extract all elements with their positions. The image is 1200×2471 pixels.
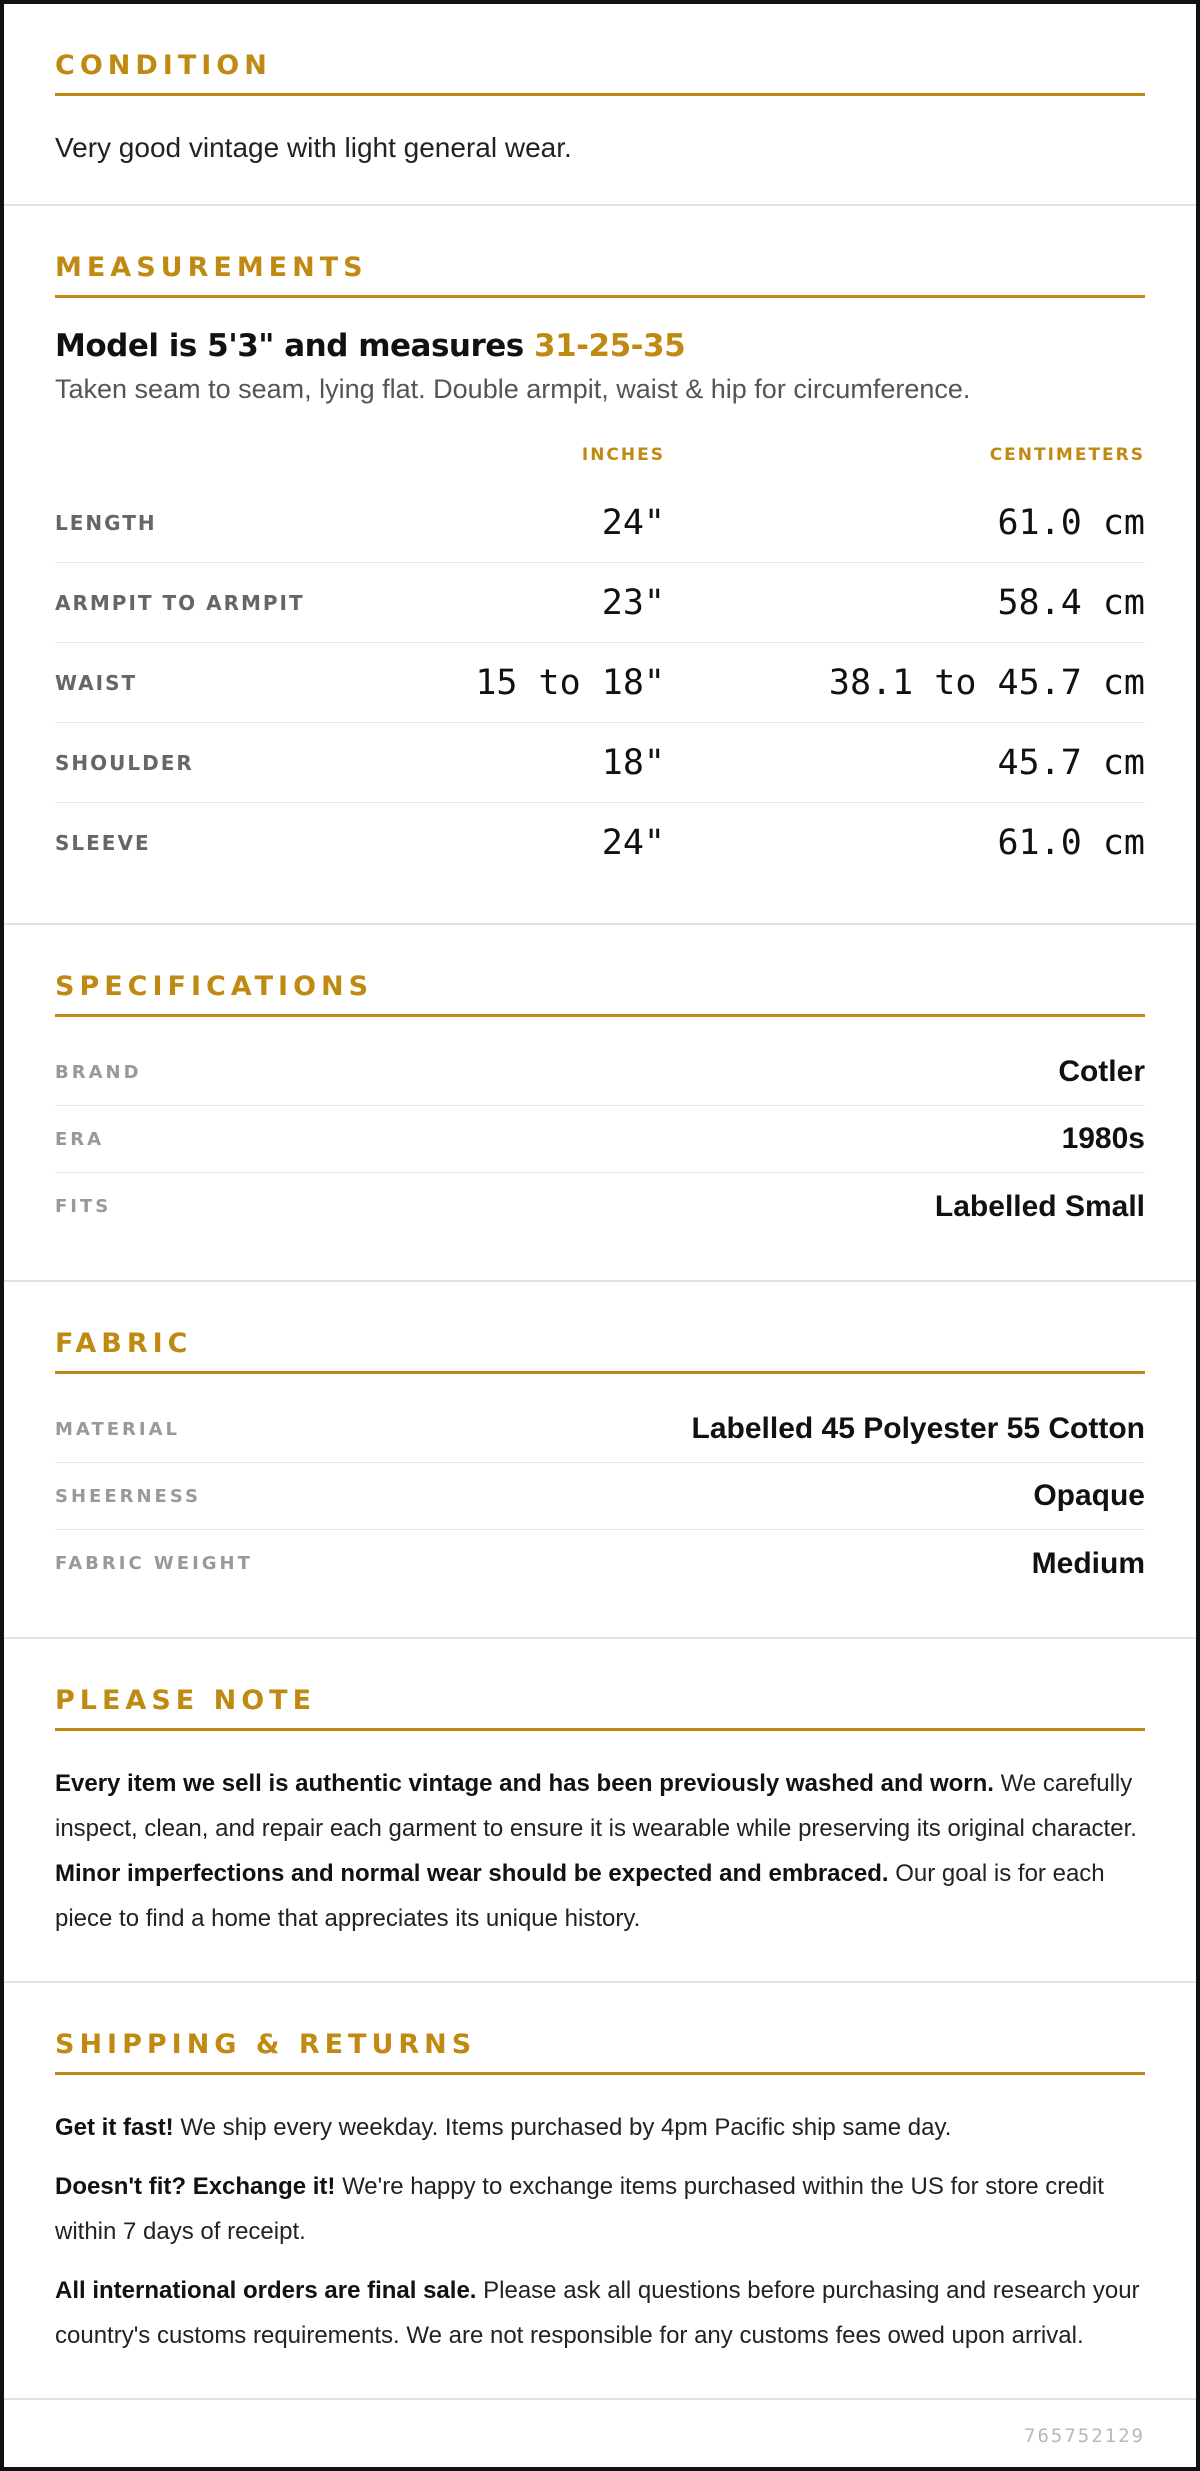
fabric-row bbox=[55, 1463, 1145, 1530]
please-note-title: PLEASE NOTE bbox=[55, 1685, 1145, 1731]
spec-row bbox=[55, 1106, 1145, 1173]
condition-section bbox=[4, 4, 1196, 206]
measurement-row bbox=[55, 643, 1145, 723]
fabric-label: SHEERNESS bbox=[55, 1485, 201, 1507]
fabric-section bbox=[4, 1282, 1196, 1639]
fabric-row bbox=[55, 1396, 1145, 1463]
fabric-value: Medium bbox=[1031, 1546, 1145, 1580]
exchange-text: We're happy to exchange items purchased within the US for store credit within 7 days of receipt. bbox=[55, 2173, 1104, 2245]
inches-column-header: INCHES bbox=[581, 445, 665, 465]
fabric-value: Labelled 45 Polyester 55 Cotton bbox=[691, 1412, 1145, 1445]
measurement-note: Taken seam to seam, lying flat. Double armpit, waist & hip for circumference. bbox=[55, 374, 971, 404]
sku-bar bbox=[4, 2400, 1196, 2471]
measurement-label: LENGTH bbox=[55, 510, 157, 535]
shipping-title: SHIPPING & RETURNS bbox=[55, 2029, 1145, 2075]
fabric-title: FABRIC bbox=[55, 1328, 1145, 1374]
exchange-bold: Doesn't fit? Exchange it! bbox=[55, 2173, 336, 2200]
spec-value: 1980s bbox=[1061, 1122, 1145, 1155]
measurement-row bbox=[55, 723, 1145, 803]
header-spacer bbox=[55, 445, 335, 465]
fabric-list bbox=[55, 1396, 1145, 1597]
please-note-text bbox=[55, 1761, 1145, 1941]
measurements-section bbox=[4, 206, 1196, 925]
please-note-text-2: Our goal is for each piece to find a home that appreciates its unique history. bbox=[55, 1860, 1105, 1932]
please-note-text-1: We carefully inspect, clean, and repair each garment to ensure it is wearable while preserving its original character. bbox=[55, 1770, 1137, 1842]
please-note-bold-2: Minor imperfections and normal wear should be expected and embraced. bbox=[55, 1860, 889, 1887]
measurement-cm: 38.1 to 45.7 cm bbox=[828, 662, 1145, 703]
spec-row bbox=[55, 1039, 1145, 1106]
measurement-cm: 58.4 cm bbox=[997, 582, 1145, 623]
model-measures-line bbox=[55, 328, 1145, 364]
measurement-row bbox=[55, 483, 1145, 563]
measurement-label: SLEEVE bbox=[55, 831, 151, 855]
spec-label: BRAND bbox=[55, 1061, 142, 1083]
exchange-paragraph bbox=[55, 2164, 1145, 2254]
measurements-title: MEASUREMENTS bbox=[55, 252, 1145, 298]
spec-row bbox=[55, 1173, 1145, 1240]
international-paragraph bbox=[55, 2268, 1145, 2358]
shipping-text: We ship every weekday. Items purchased by 4pm Pacific ship same day. bbox=[173, 2114, 952, 2141]
model-prefix: Model is 5'3" and measures bbox=[55, 328, 535, 364]
measurement-cm: 61.0 cm bbox=[997, 823, 1145, 863]
condition-text: Very good vintage with light general wear. bbox=[55, 132, 572, 163]
fabric-label: FABRIC WEIGHT bbox=[55, 1553, 253, 1574]
measurement-cm: 61.0 cm bbox=[997, 502, 1145, 543]
measurement-label: ARMPIT TO ARMPIT bbox=[55, 590, 305, 615]
measurement-label: SHOULDER bbox=[55, 750, 194, 775]
measurement-inches: 18" bbox=[601, 742, 665, 783]
fabric-label: MATERIAL bbox=[55, 1418, 180, 1440]
international-bold: All international orders are final sale. bbox=[55, 2277, 477, 2304]
model-measures-value: 31-25-35 bbox=[534, 328, 686, 364]
centimeters-column-header: CENTIMETERS bbox=[989, 445, 1145, 465]
shipping-bold: Get it fast! bbox=[55, 2114, 174, 2141]
specifications-title: SPECIFICATIONS bbox=[55, 971, 1145, 1017]
please-note-bold-1: Every item we sell is authentic vintage and has been previously washed and worn. bbox=[55, 1770, 994, 1797]
measurement-row bbox=[55, 563, 1145, 643]
spec-label: FITS bbox=[55, 1196, 112, 1217]
measurement-row bbox=[55, 803, 1145, 883]
shipping-paragraph bbox=[55, 2105, 1145, 2150]
spec-value: Labelled Small bbox=[934, 1189, 1145, 1223]
condition-title: CONDITION bbox=[55, 50, 1145, 96]
international-text: Please ask all questions before purchasing and research your country's customs requirements. We are not responsible for any customs fees owed upon arrival. bbox=[55, 2277, 1140, 2349]
fabric-value: Opaque bbox=[1033, 1479, 1145, 1512]
specifications-section bbox=[4, 925, 1196, 1282]
fabric-row bbox=[55, 1530, 1145, 1597]
measurement-cm: 45.7 cm bbox=[997, 742, 1145, 783]
please-note-section bbox=[4, 1639, 1196, 1983]
spec-label: ERA bbox=[55, 1128, 105, 1150]
measurement-header bbox=[55, 445, 1145, 465]
spec-value: Cotler bbox=[1058, 1055, 1145, 1088]
sku-number: 765752129 bbox=[1024, 2425, 1145, 2447]
measurement-inches: 24" bbox=[601, 823, 665, 863]
measurement-table bbox=[55, 483, 1145, 883]
shipping-section bbox=[4, 1983, 1196, 2400]
measurement-inches: 15 to 18" bbox=[475, 662, 665, 703]
measurement-inches: 24" bbox=[601, 502, 665, 543]
measurement-label: WAIST bbox=[55, 670, 138, 695]
specifications-list bbox=[55, 1039, 1145, 1240]
measurement-inches: 23" bbox=[601, 582, 665, 623]
